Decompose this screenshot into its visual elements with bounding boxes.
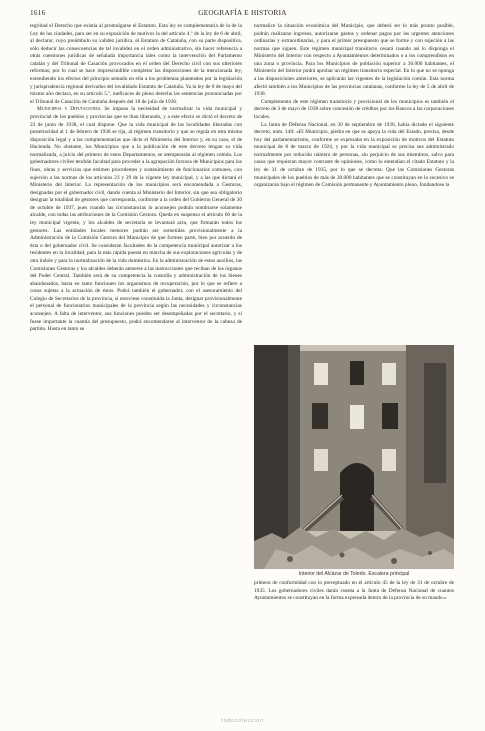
paragraph: primera de conformidad con lo preceptuado en el artículo 45 de la ley de 31 de octubre de 1935. Los gobernadores civiles darán cuenta a la Junta de Defensa Nacional de cuantos Ayuntamientos se constituyan en la forma expresada dentro de la provincia de su mando.» (254, 580, 454, 602)
alcazar-interior-image (254, 345, 454, 569)
paragraph-municipios (30, 106, 242, 333)
photo-caption: Interior del Alcázar de Toledo. Escalera principal (298, 571, 410, 577)
paragraph-body: Se impuso la necesidad de normalizar la vida municipal y provincial de los pueblos y provincias que se iban liberando, y a este efecto se dictó el decreto de 23 de junio de 1938, el cual dispone: Que la vida municipal de las localidades liberadas con posterioridad al 1 de febrero de 1938 se rija, al régimen transitorio y que se regula en esta misma disposición legal y a las complementarias que dicte el Ministerio del Interior y, en su caso, el de Hacienda. No obstante, los Municipios que a la publicación de este decreto tengan su vida normalizada, a juicio del primero de estos Departamentos, se atemperarán al régimen común. Los gobernadores civiles tendrán facultad para proceder a la agrupación forzosa de Municipios para los fines, obras y servicios que estimen procedentes y sostenimiento de funcionarios comunes, con sujeción a las normas de los artículos 23 y 29 de la vigente ley municipal, y a las que dictará el Ministerio del Interior. La representación de los municipios será encomendada a Gestoras, designadas por el gobernador civil, dando cuenta al Ministerio del Interior, sin que sea obligatorio designar la totalidad de gestores que corresponda, conforme a la orden del Gobierno General de 30 de octubre de 1937, pues cuando las circunstancias lo aconsejen podrán nombrarse solamente alcalde, con todas las atribuciones de la Comisión Gestora. Queda en suspenso el artículo 66 de la ley municipal vigente, y los alcaldes de secretaría se levantará acta, que firmarán todos los gestores. Las entidades locales menores podrán ser sometidas provisionalmente a la Administración de la Comisión Gestora del Municipio de que formen parte, bien por acuerdo de ésta o del gobernador civil. Se consideran facultades de la competencia municipal autorizar a los residentes en la localidad, para la más rápida puesta en marcha de sus explotaciones agrícolas y de otra índole y para la normalización de la vida doméstica. En la administración de estos auxilios, las Comisiones Gestoras y los alcaldes deberán atenerse a las instrucciones que reciban de los órganos del Poder Central. También será de su competencia la custodia y administración de los bienes abandonados, hasta en tanto funcionen los organismos de recuperación, por lo que se refiere a cosas sujetas a la actuación de éstos. Podrá también el gobernador, con el asesoramiento del Colegio de Secretarios de la provincia, si estuviese constituida la Junta, designar provisionalmente el personal de funcionarios municipales de la provincia según las necesidades y circunstancias aconsejen. A falta de interventor, sus funciones pueden ser desempeñadas por el secretario, y si fuese importante la cuantía del presupuesto, podrá encomendarse al interventor de la cabeza de partido. Hasta en tanto se (30, 106, 242, 333)
running-title: GEOGRAFÍA E HISTORIA (198, 9, 287, 17)
left-text-column (30, 23, 242, 695)
page-number: 1616 (30, 9, 46, 17)
paragraph: tegridad el Derecho que existía al promulgarse el Estatuto. Esta ley es complementaria de la de la Ley de las ciudades, para ser en su exposición de motivos la del artículo 4.º de la ley de 6 de abril, al declarar, cuyo preámbulo su validez jurídica, el Estatuto de Cataluña, con su parte dispositiva, sólo deducir las consecuencias de tal invalidez en el orden administrativo, sin hacer referencia a otras cuestiones jurídicas de señalada importancia tales como la intervención del Parlamento catalán y del Tribunal de Casación provocados en el orden del Derecho civil con sus ulteriores reformas; por lo cual se hace imprescindible completar las disposiciones de la mencionada ley, extendiendo los efectos del principio sentado en ella a los problemas planteados por la legislación y jurisprudencia regional derivados del invalidado Estatuto de Cataluña. Ya la ley de 8 de mayo del mismo año declara, en su artículo 5.º, ineficaces de pleno derecho las sentencias pronunciadas por el Tribunal de Casación de Cataluña después del 18 de julio de 1936. (30, 23, 242, 105)
paragraph: normalice la situación económica del Municipio, que deberá ser lo más pronto posible, podrán realizarse ingresos, autorizarse gastos y ordenar pagos por las urgentes atenciones ordinarias y extraordinarias, y para el primer presupuesto que se forme y con sujeción a las normas que siguen. Este régimen municipal transitorio cesará cuando así lo disponga el Ministerio del Interior con respecto a Ayuntamientos determinados o a los comprendidos en una zona o provincia. Para los Municipios de población superior a 30.000 habitantes, el Ministerio del Interior podrá aprobar un régimen transitorio especial. En lo que no se oponga a las disposiciones anteriores, se aplicarán las vigentes de la legislación común. Esta norma afectó también a los Municipios de las provincias catalanas, conforme la ley de 5 de abril de 1938. (254, 23, 454, 98)
right-text-column-top (254, 23, 454, 344)
alcazar-photograph (254, 345, 454, 569)
running-header (30, 9, 455, 21)
section-heading: Municipios y Diputaciones. (37, 106, 102, 113)
paragraph: Complemento de este régimen transitorio y provisional de los municipios es también el decreto de 3 de mayo de 1938 sobre concesión de créditos por los Bancos a las corporaciones locales. (254, 98, 454, 120)
paragraph: La Junta de Defensa Nacional, en 30 de septiembre de 1936, había dictado el siguiente decreto, núm. 140: «El Municipio, piedra en que se apoya la vida del Estado, precisa, desde hoy del parlamentarismo, conforme se expresaba en la exposición de motivos del Estatuto municipal de 8 de marzo de 1924, y por la vida municipal se precisa sea administrado normalmente por reducido número de personas, sin perjuicio de sus miembros, salvo para casos que requieran mayor contraste de opiniones, como lo entendían el citado Estatuto y la ley de 31 de octubre de 1935, por lo que se decreta: Que las Comisiones Gestoras municipales de los pueblos de más de 30.000 habitantes que se constituyan en lo sucesivo se organizarán bajo el régimen de Comisión permanente y Ayuntamiento pleno, fondandose la (254, 121, 454, 189)
right-text-column-bottom (254, 580, 454, 705)
watermark: todocoleccion (221, 718, 264, 724)
